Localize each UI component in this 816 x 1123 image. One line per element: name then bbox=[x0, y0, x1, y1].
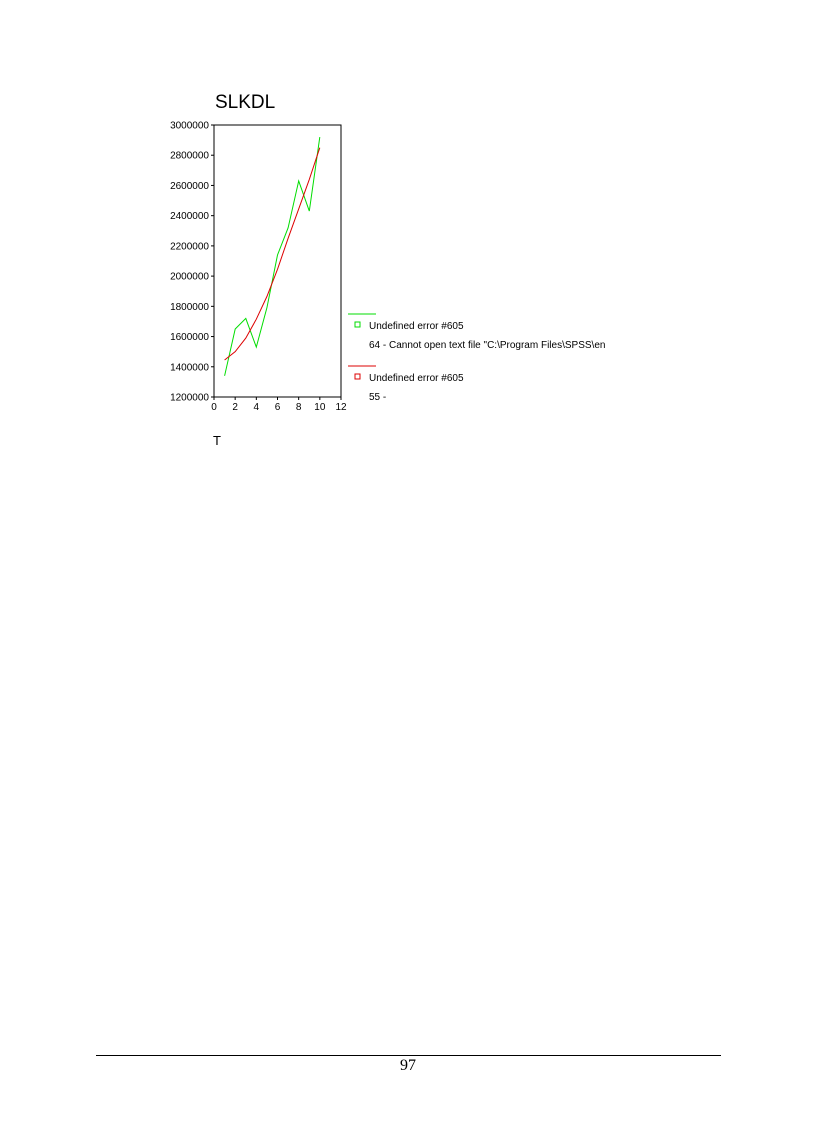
x-tick-label: 4 bbox=[253, 402, 260, 413]
legend-label: 55 - bbox=[369, 392, 387, 403]
x-tick-label: 2 bbox=[232, 402, 238, 413]
y-tick-label: 2200000 bbox=[170, 241, 209, 253]
legend-label: Undefined error #605 bbox=[369, 373, 464, 384]
y-axis bbox=[170, 121, 214, 404]
y-tick-label: 3000000 bbox=[170, 120, 209, 132]
legend bbox=[348, 314, 605, 403]
plot-frame bbox=[214, 125, 341, 397]
series-line-1 bbox=[225, 137, 320, 376]
chart-title: SLKDL bbox=[215, 92, 276, 113]
x-tick-label: 12 bbox=[335, 402, 347, 413]
y-tick-label: 1400000 bbox=[170, 362, 209, 374]
x-axis-label: T bbox=[213, 433, 221, 448]
footer-rule bbox=[96, 1055, 721, 1056]
x-tick-label: 10 bbox=[314, 402, 326, 413]
y-tick-label: 1200000 bbox=[170, 392, 209, 404]
y-tick-label: 2800000 bbox=[170, 150, 209, 162]
series-line-2 bbox=[225, 148, 320, 360]
chart bbox=[0, 0, 816, 470]
x-tick-label: 8 bbox=[295, 402, 302, 413]
series-layer bbox=[225, 137, 320, 376]
x-axis bbox=[211, 397, 347, 413]
y-tick-label: 2400000 bbox=[170, 211, 209, 223]
x-tick-label: 0 bbox=[211, 402, 217, 413]
y-tick-label: 1800000 bbox=[170, 301, 209, 313]
legend-label: Undefined error #605 bbox=[369, 321, 464, 332]
legend-marker-2 bbox=[355, 374, 360, 379]
legend-label: 64 - Cannot open text file "C:\Program Files\SPSS\en bbox=[369, 340, 606, 351]
y-tick-label: 2600000 bbox=[170, 180, 209, 192]
y-tick-label: 2000000 bbox=[170, 271, 209, 283]
legend-marker-1 bbox=[355, 322, 360, 327]
page-number: 97 bbox=[400, 1057, 416, 1074]
y-tick-label: 1600000 bbox=[170, 332, 209, 344]
x-tick-label: 6 bbox=[274, 402, 281, 413]
